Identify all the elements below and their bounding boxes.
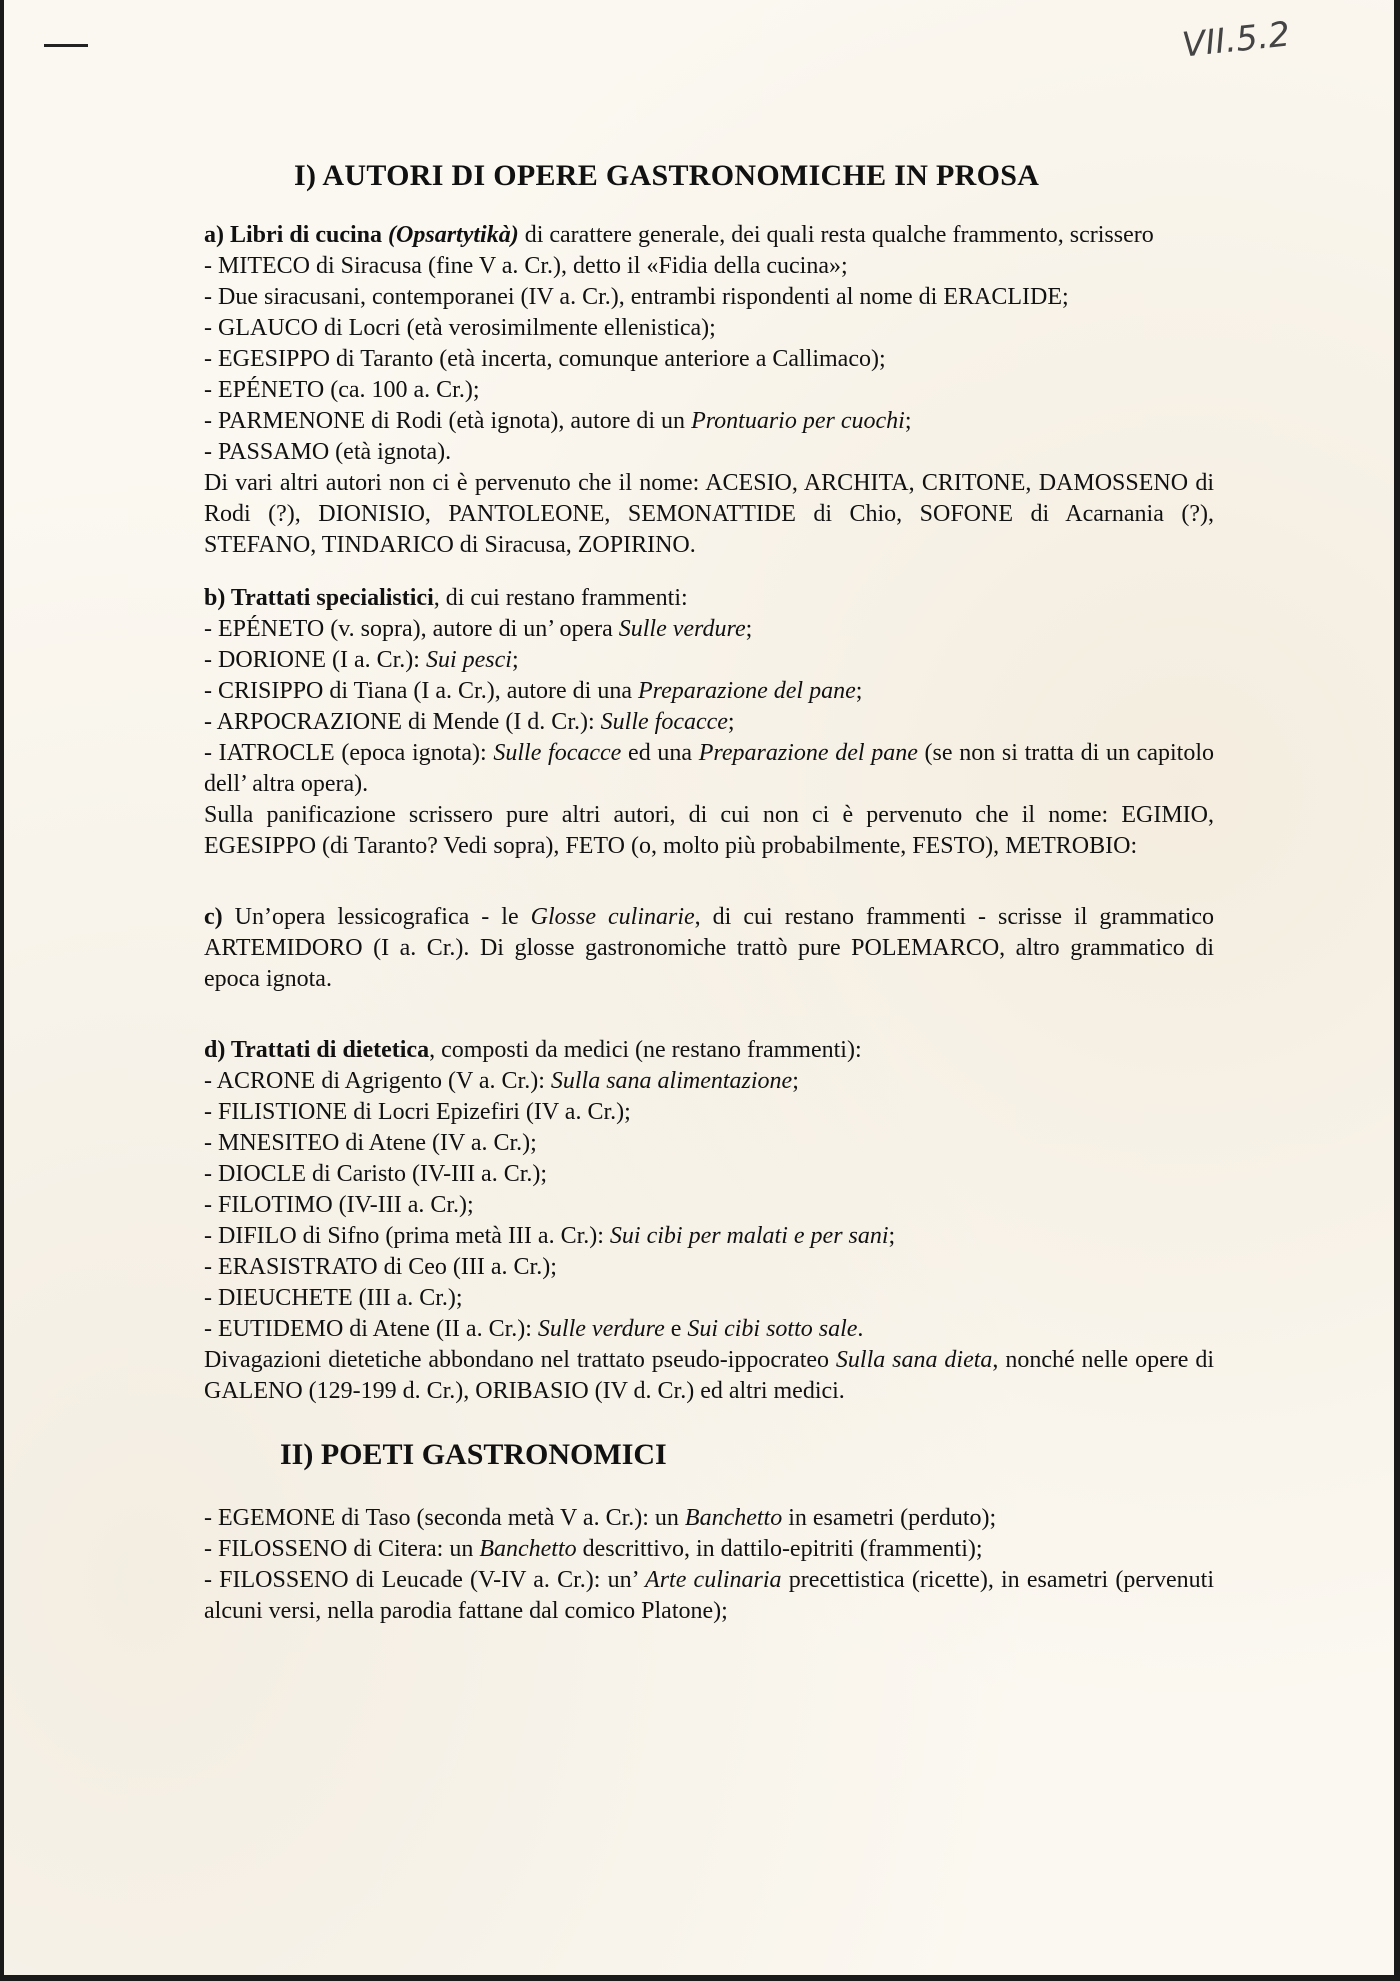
list-item: - ACRONE di Agrigento (V a. Cr.): Sulla sana alimentazione; [204, 1068, 799, 1094]
list-item: - DIEUCHETE (III a. Cr.); [204, 1285, 463, 1311]
section-a-intro [204, 220, 1214, 251]
list-item: - MITECO di Siracusa (fine V a. Cr.), detto il «Fidia della cucina»; [204, 253, 848, 279]
section1-title: I) AUTORI DI OPERE GASTRONOMICHE IN PROSA [294, 159, 1040, 192]
list-item: - PARMENONE di Rodi (età ignota), autore di un Prontuario per cuochi; [204, 408, 912, 434]
section-d-intro-text: , composti da medici (ne restano frammenti): [429, 1037, 862, 1063]
list-item: - IATROCLE (epoca ignota): Sulle focacce ed una Preparazione del pane (se non si tratta di un capitolo dell’ altra opera). [204, 740, 1214, 797]
list-item: - EGEMONE di Taso (seconda metà V a. Cr.): un Banchetto in esametri (perduto); [204, 1505, 997, 1531]
list-item: - EUTIDEMO di Atene (II a. Cr.): Sulle verdure e Sui cibi sotto sale. [204, 1316, 864, 1342]
list-item: - DIFILO di Sifno (prima metà III a. Cr.): Sui cibi per malati e per sani; [204, 1223, 896, 1249]
section-a-note: Di vari altri autori non ci è pervenuto che il nome: ACESIO, ARCHITA, CRITONE, DAMOSSENO di Rodi (?), DIONISIO, PANTOLEONE, SEMONATTIDE di Chio, SOFONE di Acarnania (?), STEFANO, TINDARICO di Siracusa, ZOPIRINO. [204, 470, 1214, 558]
section-d-list [204, 1066, 1214, 1345]
section-b-intro [204, 583, 1214, 614]
list-item: - PASSAMO (età ignota). [204, 439, 452, 465]
section-a-list [204, 251, 1214, 468]
document-page [4, 0, 1394, 1975]
list-item: - EGESIPPO di Taranto (età incerta, comunque anteriore a Callimaco); [204, 346, 886, 372]
corner-mark [44, 44, 88, 47]
list-item: - ARPOCRAZIONE di Mende (I d. Cr.): Sulle focacce; [204, 709, 735, 735]
section-b-list [204, 614, 1214, 738]
page-reference: VII.5.2 [1180, 14, 1292, 66]
list-item: - FILOSSENO di Citera: un Banchetto descrittivo, in dattilo-epitriti (frammenti); [204, 1536, 983, 1562]
list-item: - DORIONE (I a. Cr.): Sui pesci; [204, 647, 519, 673]
section-d-note: Divagazioni dietetiche abbondano nel trattato pseudo-ippocrateo Sulla sana dieta, nonché nelle opere di GALENO (129-199 d. Cr.), ORIBASIO (IV d. Cr.) ed altri medici. [204, 1347, 1214, 1404]
list-item: - EPÉNETO (ca. 100 a. Cr.); [204, 377, 480, 403]
section-a-intro-text: di carattere generale, dei quali resta qualche frammento, scrissero [524, 222, 1154, 248]
section-d-label: d) Trattati di dietetica [204, 1037, 430, 1063]
section-c-paragraph: c) Un’opera lessicografica - le Glosse culinarie, di cui restano frammenti - scrisse il grammatico ARTEMIDORO (I a. Cr.). Di glosse gastronomiche trattò pure POLEMARCO, altro grammatico di epoca ignota. [204, 904, 1215, 992]
section-d-intro [204, 1035, 1214, 1066]
section-b-label: b) Trattati specialistici [204, 585, 434, 611]
list-item: - CRISIPPO di Tiana (I a. Cr.), autore di una Preparazione del pane; [204, 678, 863, 704]
list-item: - FILISTIONE di Locri Epizefiri (IV a. Cr.); [204, 1099, 631, 1125]
section2-list [204, 1503, 1214, 1627]
list-item: - EPÉNETO (v. sopra), autore di un’ opera Sulle verdure; [204, 616, 753, 642]
list-item: - MNESITEO di Atene (IV a. Cr.); [204, 1130, 537, 1156]
list-item: - FILOTIMO (IV-III a. Cr.); [204, 1192, 474, 1218]
section-b-intro-text: , di cui restano frammenti: [433, 585, 688, 611]
section2-title: II) POETI GASTRONOMICI [280, 1438, 667, 1471]
section-a-label: a) Libri di cucina [204, 222, 383, 248]
list-item: - GLAUCO di Locri (età verosimilmente ellenistica); [204, 315, 716, 341]
list-item: - Due siracusani, contemporanei (IV a. Cr.), entrambi rispondenti al nome di ERACLIDE; [204, 284, 1069, 310]
list-item: - ERASISTRATO di Ceo (III a. Cr.); [204, 1254, 557, 1280]
list-item: - DIOCLE di Caristo (IV-III a. Cr.); [204, 1161, 548, 1187]
document-body [204, 158, 1214, 1627]
section-a-label-italic: (Opsartytikà) [388, 222, 519, 248]
list-item: - FILOSSENO di Leucade (V-IV a. Cr.): un’ Arte culinaria precettistica (ricette), in esametri (pervenuti alcuni versi, nella parodia fattane dal comico Platone); [204, 1567, 1214, 1624]
section-b-note: Sulla panificazione scrissero pure altri autori, di cui non ci è pervenuto che il nome: EGIMIO, EGESIPPO (di Taranto? Vedi sopra), FETO (o, molto più probabilmente, FESTO), METROBIO: [204, 802, 1214, 859]
